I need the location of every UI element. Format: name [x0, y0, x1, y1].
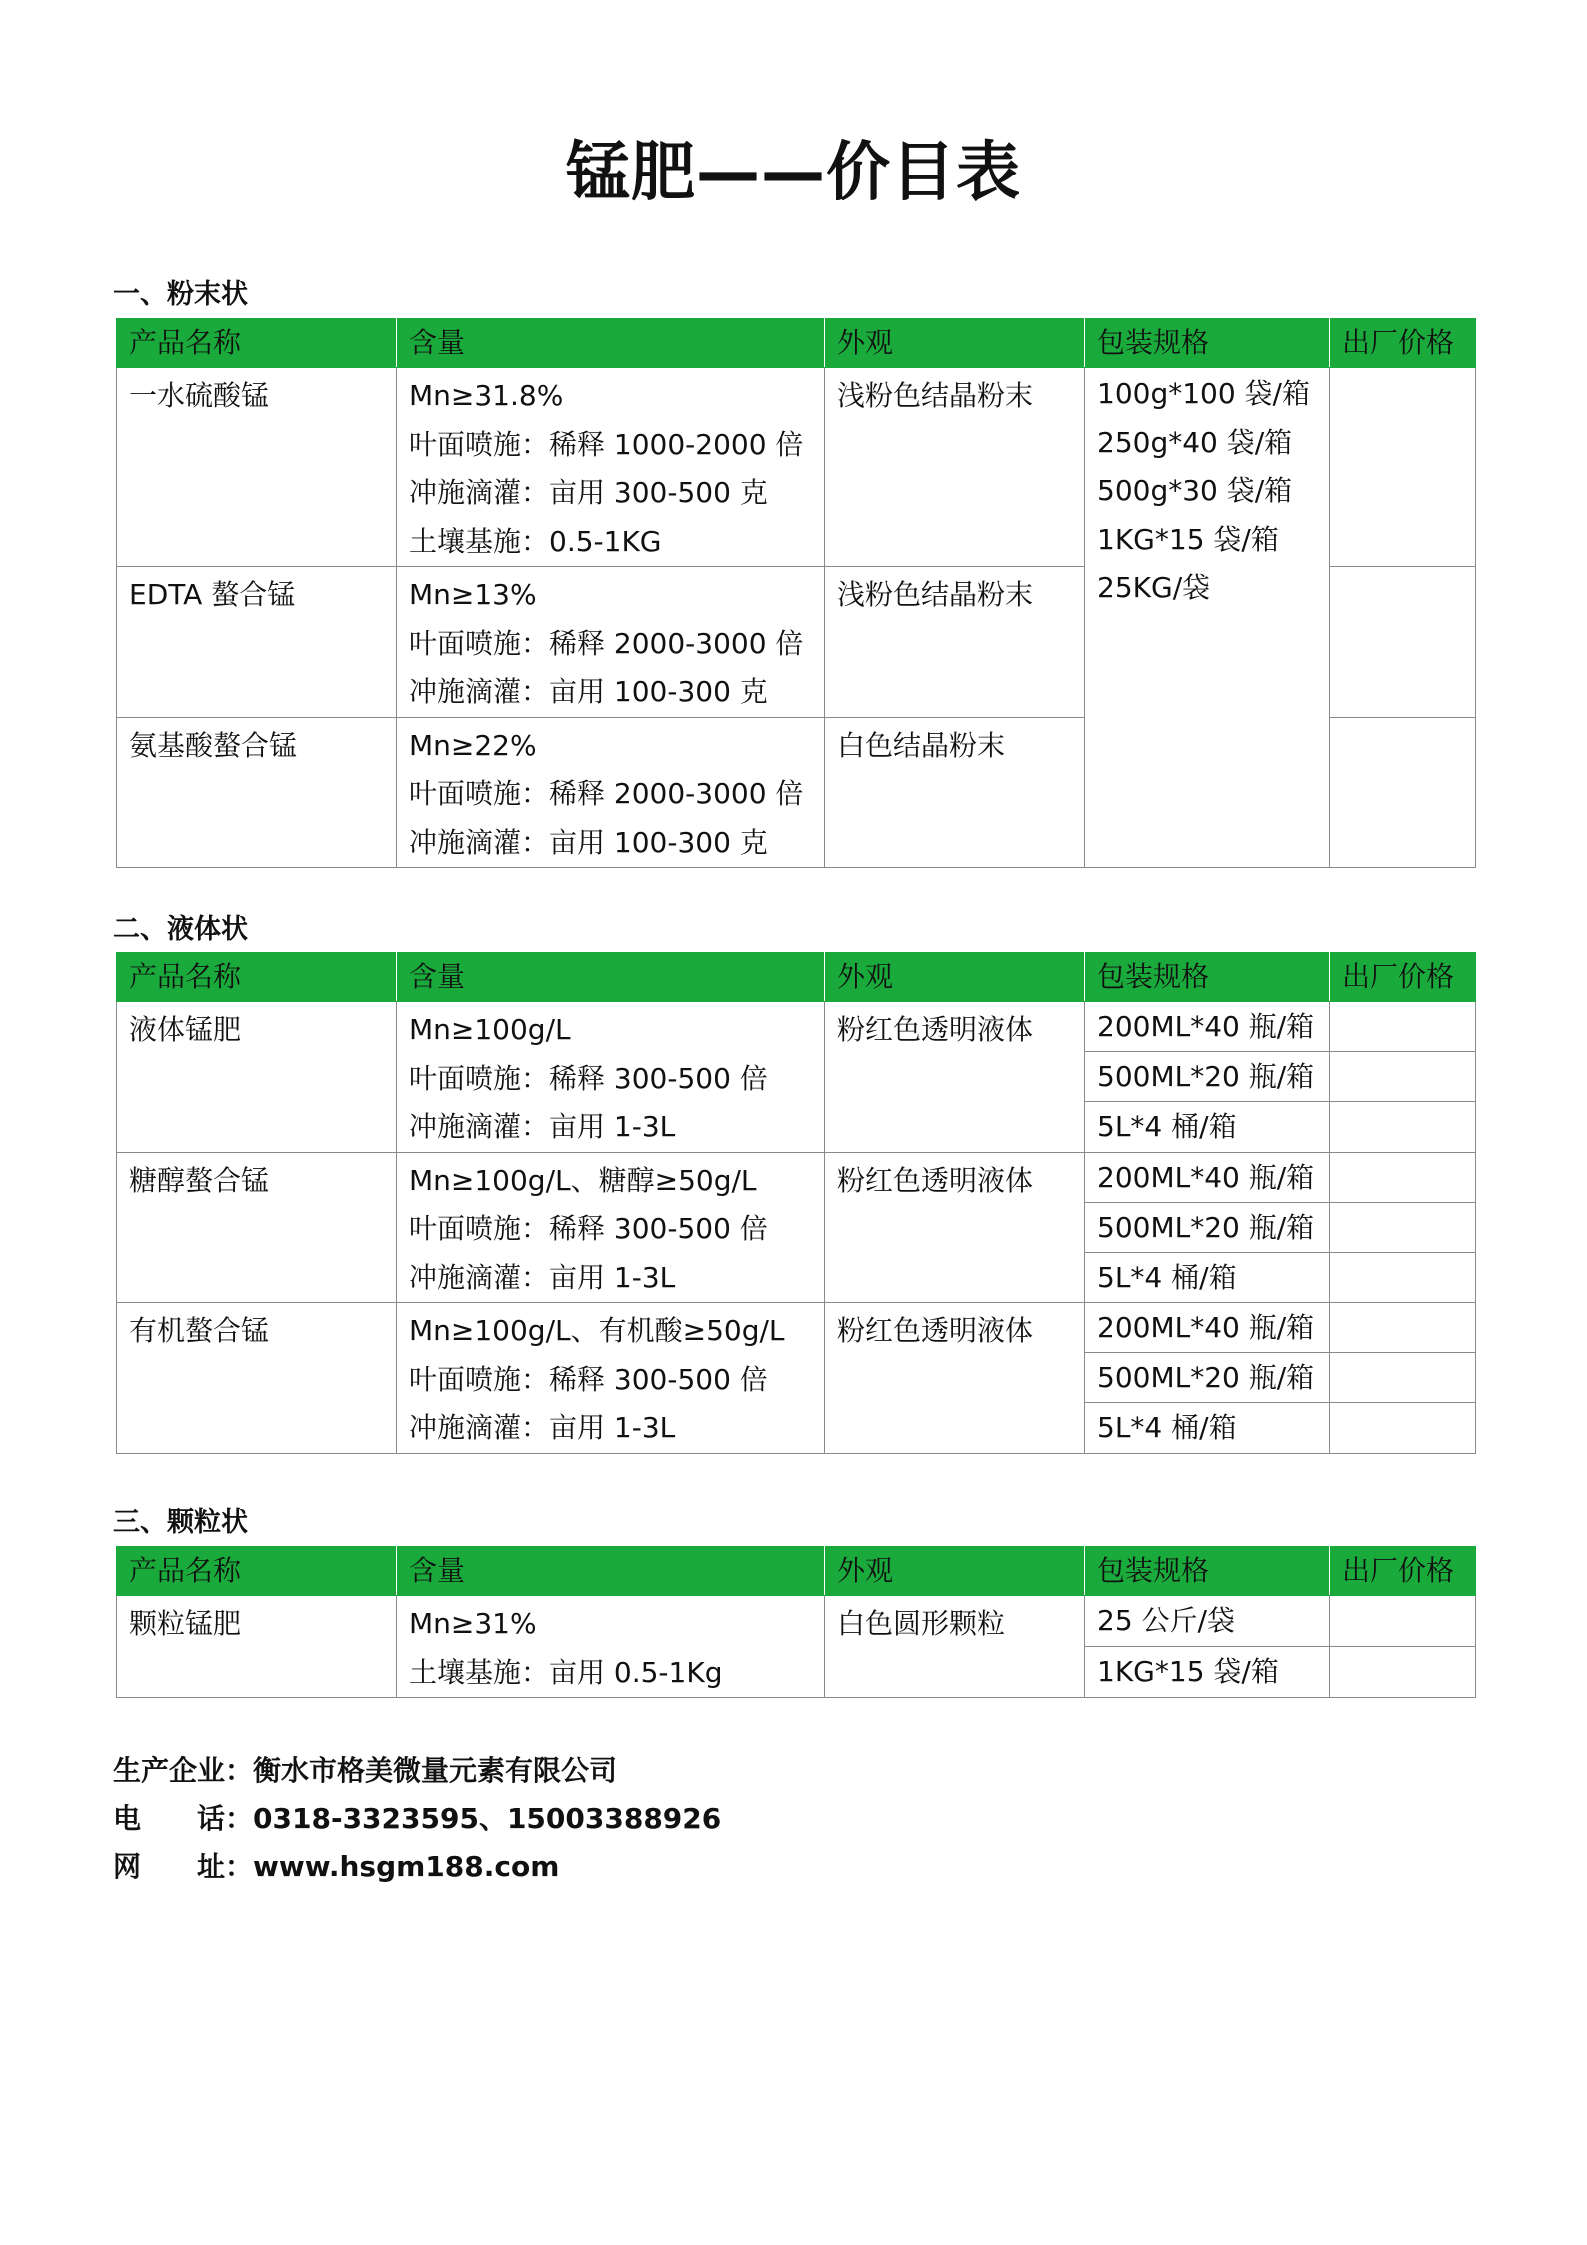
price-cell: [1330, 368, 1476, 567]
header-appearance: 外观: [825, 319, 1085, 368]
price-cell: [1330, 1353, 1476, 1403]
packaging-cell: 500ML*20 瓶/箱: [1085, 1202, 1330, 1252]
price-cell: [1330, 1202, 1476, 1252]
section-title-powder: 一、粉末状: [113, 279, 248, 310]
table-row: [117, 1002, 1476, 1052]
packaging-cell: 100g*100 袋/箱 250g*40 袋/箱 500g*30 袋/箱 1KG*15 袋/箱 25KG/袋: [1085, 368, 1330, 868]
section-title-granular: 三、颗粒状: [113, 1507, 248, 1538]
product-appearance: 白色结晶粉末: [825, 717, 1085, 868]
section-title-liquid: 二、液体状: [113, 914, 248, 945]
product-content: Mn≥100g/L 叶面喷施：稀释 300-500 倍 冲施滴灌：亩用 1-3L: [397, 1002, 825, 1153]
phone-label: 电 话：: [113, 1802, 254, 1835]
header-product-name: 产品名称: [117, 319, 397, 368]
packaging-cell: 200ML*40 瓶/箱: [1085, 1002, 1330, 1052]
page-title: 锰肥——价目表: [566, 136, 1021, 210]
phone-row: [113, 1795, 721, 1843]
product-appearance: 浅粉色结晶粉末: [825, 368, 1085, 567]
product-appearance: 白色圆形颗粒: [825, 1596, 1085, 1698]
product-name: 液体锰肥: [117, 1002, 397, 1153]
header-appearance: 外观: [825, 1547, 1085, 1596]
price-cell: [1330, 1596, 1476, 1647]
header-packaging: 包装规格: [1085, 953, 1330, 1002]
product-appearance: 粉红色透明液体: [825, 1002, 1085, 1153]
header-content: 含量: [397, 1547, 825, 1596]
product-content: Mn≥31.8% 叶面喷施：稀释 1000-2000 倍 冲施滴灌：亩用 300-500 克 土壤基施：0.5-1KG: [397, 368, 825, 567]
table-header-row: [117, 953, 1476, 1002]
table-header-row: [117, 1547, 1476, 1596]
price-cell: [1330, 1002, 1476, 1052]
packaging-cell: 1KG*15 袋/箱: [1085, 1647, 1330, 1698]
product-appearance: 粉红色透明液体: [825, 1152, 1085, 1303]
price-cell: [1330, 1252, 1476, 1302]
company-name: 衡水市格美微量元素有限公司: [253, 1754, 618, 1787]
header-packaging: 包装规格: [1085, 319, 1330, 368]
product-name: 颗粒锰肥: [117, 1596, 397, 1698]
price-cell: [1330, 1152, 1476, 1202]
price-table-powder: [116, 318, 1476, 868]
product-content: Mn≥22% 叶面喷施：稀释 2000-3000 倍 冲施滴灌：亩用 100-300 克: [397, 717, 825, 868]
company-label: 生产企业：: [113, 1754, 254, 1787]
company-row: [113, 1747, 721, 1795]
price-cell: [1330, 1403, 1476, 1453]
price-cell: [1330, 1303, 1476, 1353]
packaging-cell: 200ML*40 瓶/箱: [1085, 1152, 1330, 1202]
packaging-cell: 5L*4 桶/箱: [1085, 1403, 1330, 1453]
product-content: Mn≥100g/L、有机酸≥50g/L 叶面喷施：稀释 300-500 倍 冲施滴灌：亩用 1-3L: [397, 1303, 825, 1454]
product-name: 有机螯合锰: [117, 1303, 397, 1454]
header-price: 出厂价格: [1330, 1547, 1476, 1596]
table-header-row: [117, 319, 1476, 368]
website-row: [113, 1843, 721, 1891]
table-row: [117, 368, 1476, 567]
product-name: 一水硫酸锰: [117, 368, 397, 567]
header-content: 含量: [397, 319, 825, 368]
product-content: Mn≥31% 土壤基施：亩用 0.5-1Kg: [397, 1596, 825, 1698]
header-price: 出厂价格: [1330, 953, 1476, 1002]
header-product-name: 产品名称: [117, 1547, 397, 1596]
product-content: Mn≥100g/L、糖醇≥50g/L 叶面喷施：稀释 300-500 倍 冲施滴灌：亩用 1-3L: [397, 1152, 825, 1303]
header-packaging: 包装规格: [1085, 1547, 1330, 1596]
table-row: [117, 1303, 1476, 1353]
product-appearance: 粉红色透明液体: [825, 1303, 1085, 1454]
header-content: 含量: [397, 953, 825, 1002]
table-row: [117, 1152, 1476, 1202]
table-row: [117, 1596, 1476, 1647]
header-price: 出厂价格: [1330, 319, 1476, 368]
product-name: 糖醇螯合锰: [117, 1152, 397, 1303]
product-appearance: 浅粉色结晶粉末: [825, 567, 1085, 718]
price-cell: [1330, 1102, 1476, 1152]
packaging-cell: 500ML*20 瓶/箱: [1085, 1052, 1330, 1102]
contact-info: [113, 1747, 721, 1891]
product-content: Mn≥13% 叶面喷施：稀释 2000-3000 倍 冲施滴灌：亩用 100-300 克: [397, 567, 825, 718]
price-cell: [1330, 1647, 1476, 1698]
product-name: EDTA 螯合锰: [117, 567, 397, 718]
packaging-cell: 500ML*20 瓶/箱: [1085, 1353, 1330, 1403]
price-cell: [1330, 717, 1476, 868]
price-cell: [1330, 1052, 1476, 1102]
header-appearance: 外观: [825, 953, 1085, 1002]
website-url[interactable]: www.hsgm188.com: [253, 1850, 560, 1883]
header-product-name: 产品名称: [117, 953, 397, 1002]
price-table-liquid: [116, 952, 1476, 1454]
price-cell: [1330, 567, 1476, 718]
product-name: 氨基酸螯合锰: [117, 717, 397, 868]
packaging-cell: 200ML*40 瓶/箱: [1085, 1303, 1330, 1353]
website-label: 网 址：: [113, 1850, 254, 1883]
packaging-cell: 25 公斤/袋: [1085, 1596, 1330, 1647]
price-table-granular: [116, 1546, 1476, 1698]
packaging-cell: 5L*4 桶/箱: [1085, 1252, 1330, 1302]
phone-numbers: 0318-3323595、15003388926: [253, 1802, 722, 1835]
packaging-cell: 5L*4 桶/箱: [1085, 1102, 1330, 1152]
